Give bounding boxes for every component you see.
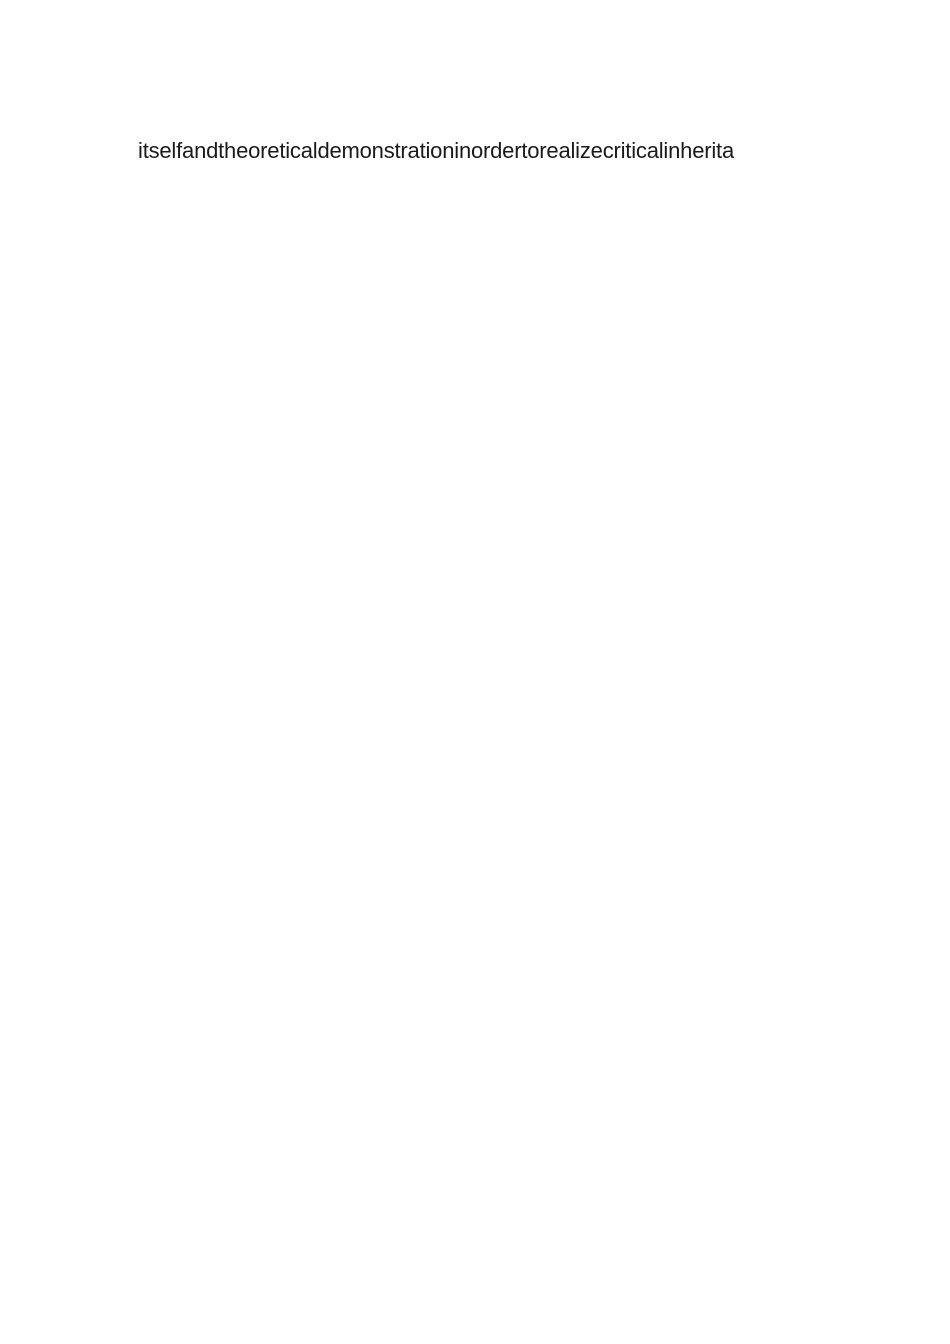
abstract-line-1: itselfandtheoreticaldemonstrationinordertorealizecriticalinherita — [138, 138, 734, 163]
